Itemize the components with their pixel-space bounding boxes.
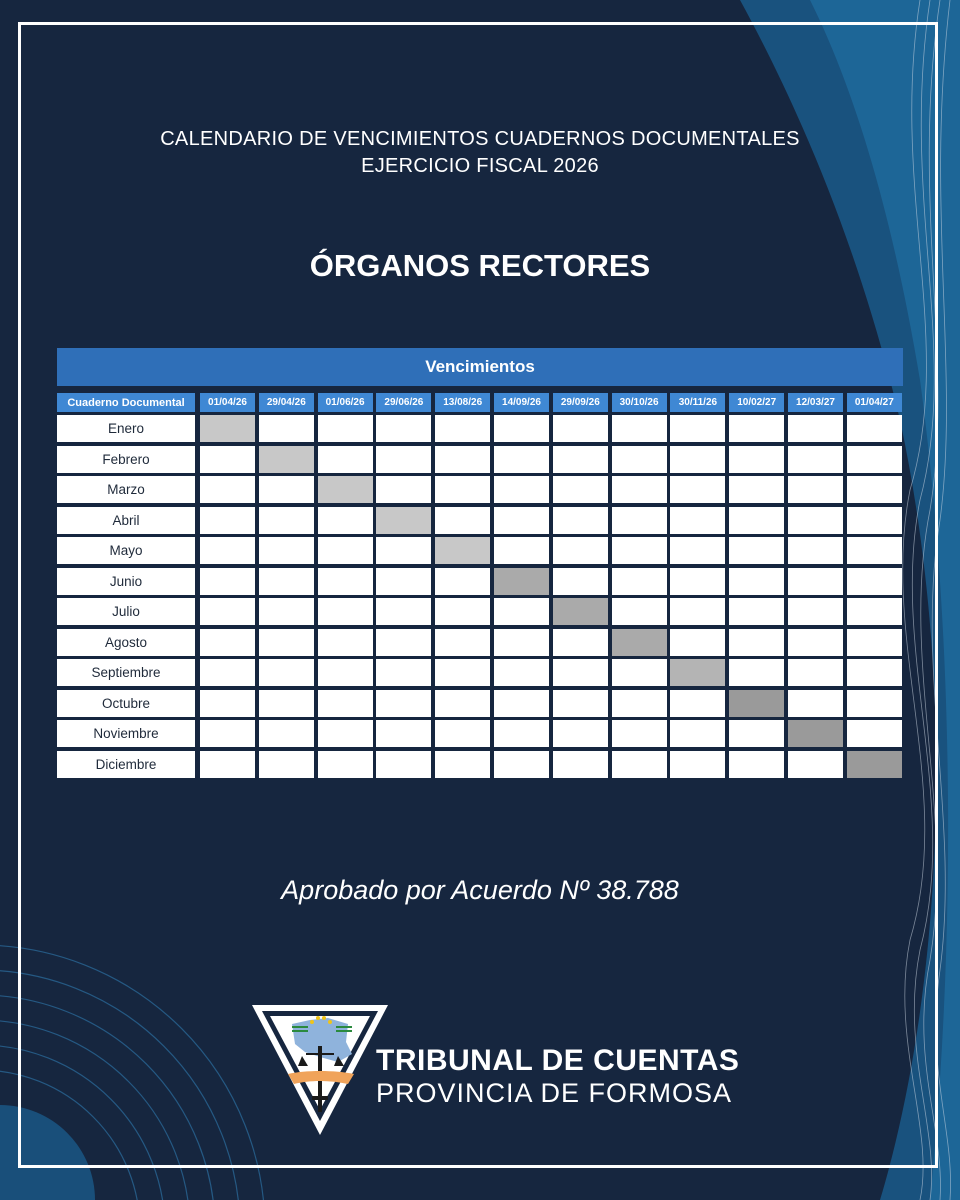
table-cell — [612, 507, 667, 534]
table-cell — [729, 446, 784, 473]
table-cell — [670, 476, 725, 503]
table-cell — [612, 537, 667, 564]
table-cell — [612, 598, 667, 625]
table-cell — [788, 629, 843, 656]
due-date-cell-highlighted — [847, 751, 902, 778]
table-cell — [612, 720, 667, 747]
table-cell — [788, 598, 843, 625]
table-cell — [200, 598, 255, 625]
table-cell — [494, 507, 549, 534]
due-date-cell-highlighted — [612, 629, 667, 656]
table-cell — [670, 415, 725, 442]
date-column-header: 12/03/27 — [788, 393, 843, 412]
date-column-header: 29/04/26 — [259, 393, 314, 412]
table-cell — [553, 446, 608, 473]
table-cell — [788, 446, 843, 473]
month-row-label: Mayo — [57, 537, 195, 564]
table-cell — [612, 690, 667, 717]
column-header-cuaderno: Cuaderno Documental — [57, 393, 195, 412]
table-cell — [435, 720, 490, 747]
month-row-label: Noviembre — [57, 720, 195, 747]
table-cell — [259, 568, 314, 595]
heading-line-2: EJERCICIO FISCAL 2026 — [361, 155, 599, 177]
table-cell — [376, 751, 431, 778]
table-cell — [435, 751, 490, 778]
table-cell — [376, 690, 431, 717]
table-cell — [729, 720, 784, 747]
table-cell — [494, 720, 549, 747]
due-date-cell-highlighted — [729, 690, 784, 717]
due-date-cell-highlighted — [670, 659, 725, 686]
table-cell — [788, 659, 843, 686]
table-cell — [200, 446, 255, 473]
table-cell — [553, 720, 608, 747]
table-cell — [435, 690, 490, 717]
table-cell — [788, 507, 843, 534]
table-cell — [494, 598, 549, 625]
table-cell — [729, 751, 784, 778]
table-cell — [612, 476, 667, 503]
date-column-header: 29/09/26 — [553, 393, 608, 412]
date-column-header: 30/11/26 — [670, 393, 725, 412]
table-cell — [259, 415, 314, 442]
table-cell — [670, 568, 725, 595]
table-cell — [494, 446, 549, 473]
table-cell — [553, 507, 608, 534]
table-cell — [847, 476, 902, 503]
table-cell — [376, 598, 431, 625]
table-cell — [612, 568, 667, 595]
month-row-label: Julio — [57, 598, 195, 625]
table-cell — [435, 415, 490, 442]
table-cell — [553, 568, 608, 595]
table-cell — [259, 690, 314, 717]
table-cell — [670, 720, 725, 747]
table-cell — [200, 629, 255, 656]
table-cell — [788, 690, 843, 717]
table-cell — [788, 751, 843, 778]
due-date-cell-highlighted — [788, 720, 843, 747]
table-cell — [376, 629, 431, 656]
table-cell — [318, 507, 373, 534]
table-cell — [494, 476, 549, 503]
table-cell — [612, 751, 667, 778]
due-date-cell-highlighted — [494, 568, 549, 595]
table-cell — [376, 476, 431, 503]
table-cell — [670, 446, 725, 473]
date-column-header: 13/08/26 — [435, 393, 490, 412]
month-row-label: Abril — [57, 507, 195, 534]
table-cell — [729, 476, 784, 503]
table-cell — [847, 446, 902, 473]
table-cell — [376, 446, 431, 473]
organization-subtitle: PROVINCIA DE FORMOSA — [376, 1078, 733, 1108]
date-column-header: 10/02/27 — [729, 393, 784, 412]
due-date-cell-highlighted — [259, 446, 314, 473]
table-cell — [847, 629, 902, 656]
month-row-label: Agosto — [57, 629, 195, 656]
page-frame — [18, 22, 938, 1168]
due-date-cell-highlighted — [553, 598, 608, 625]
table-cell — [318, 659, 373, 686]
table-cell — [788, 568, 843, 595]
table-cell — [435, 568, 490, 595]
document-heading — [0, 126, 960, 180]
due-date-cell-highlighted — [376, 507, 431, 534]
table-cell — [259, 476, 314, 503]
table-cell — [729, 598, 784, 625]
table-cell — [729, 415, 784, 442]
table-cell — [318, 629, 373, 656]
table-cell — [318, 568, 373, 595]
table-cell — [318, 446, 373, 473]
table-cell — [847, 537, 902, 564]
organization-name: TRIBUNAL DE CUENTAS — [376, 1044, 740, 1077]
table-cell — [847, 507, 902, 534]
table-cell — [788, 415, 843, 442]
month-row-label: Junio — [57, 568, 195, 595]
table-cell — [847, 415, 902, 442]
date-column-header: 01/04/26 — [200, 393, 255, 412]
table-title: Vencimientos — [57, 348, 903, 386]
table-cell — [435, 629, 490, 656]
table-cell — [494, 659, 549, 686]
table-cell — [376, 720, 431, 747]
table-cell — [200, 476, 255, 503]
table-cell — [259, 720, 314, 747]
table-cell — [435, 446, 490, 473]
table-cell — [847, 720, 902, 747]
table-cell — [200, 751, 255, 778]
table-cell — [670, 507, 725, 534]
table-cell — [494, 751, 549, 778]
table-cell — [670, 598, 725, 625]
table-cell — [259, 507, 314, 534]
table-cell — [200, 568, 255, 595]
table-cell — [553, 751, 608, 778]
table-cell — [318, 537, 373, 564]
month-row-label: Diciembre — [57, 751, 195, 778]
tribunal-scales-emblem-icon — [250, 1002, 390, 1138]
table-cell — [729, 568, 784, 595]
heading-line-1: CALENDARIO DE VENCIMIENTOS CUADERNOS DOCUMENTALES — [160, 128, 800, 150]
due-date-cell-highlighted — [200, 415, 255, 442]
table-cell — [612, 659, 667, 686]
table-cell — [612, 446, 667, 473]
table-cell — [670, 537, 725, 564]
month-row-label: Febrero — [57, 446, 195, 473]
table-cell — [318, 751, 373, 778]
table-cell — [200, 537, 255, 564]
date-column-header: 01/06/26 — [318, 393, 373, 412]
table-cell — [553, 629, 608, 656]
section-title: ÓRGANOS RECTORES — [309, 248, 651, 283]
table-cell — [670, 690, 725, 717]
month-row-label: Enero — [57, 415, 195, 442]
table-cell — [200, 507, 255, 534]
table-cell — [435, 598, 490, 625]
table-cell — [847, 568, 902, 595]
table-cell — [553, 659, 608, 686]
date-column-header: 30/10/26 — [612, 393, 667, 412]
table-cell — [612, 415, 667, 442]
table-cell — [318, 720, 373, 747]
due-date-cell-highlighted — [435, 537, 490, 564]
table-cell — [494, 537, 549, 564]
table-cell — [788, 537, 843, 564]
table-cell — [259, 629, 314, 656]
table-cell — [200, 659, 255, 686]
date-column-header: 29/06/26 — [376, 393, 431, 412]
date-column-header: 14/09/26 — [494, 393, 549, 412]
table-cell — [259, 598, 314, 625]
table-cell — [788, 476, 843, 503]
table-cell — [494, 629, 549, 656]
table-cell — [376, 659, 431, 686]
month-row-label: Marzo — [57, 476, 195, 503]
table-cell — [729, 629, 784, 656]
table-cell — [376, 415, 431, 442]
table-cell — [670, 751, 725, 778]
table-cell — [729, 507, 784, 534]
table-cell — [376, 537, 431, 564]
table-cell — [318, 598, 373, 625]
table-cell — [200, 690, 255, 717]
due-date-cell-highlighted — [318, 476, 373, 503]
table-cell — [553, 537, 608, 564]
table-cell — [494, 690, 549, 717]
table-cell — [847, 598, 902, 625]
date-column-header: 01/04/27 — [847, 393, 902, 412]
table-cell — [729, 537, 784, 564]
table-cell — [200, 720, 255, 747]
table-cell — [494, 415, 549, 442]
month-row-label: Octubre — [57, 690, 195, 717]
table-cell — [259, 751, 314, 778]
table-cell — [259, 659, 314, 686]
month-row-label: Septiembre — [57, 659, 195, 686]
table-cell — [553, 476, 608, 503]
table-cell — [435, 476, 490, 503]
table-cell — [729, 659, 784, 686]
table-cell — [435, 659, 490, 686]
table-cell — [259, 537, 314, 564]
table-cell — [670, 629, 725, 656]
table-cell — [553, 690, 608, 717]
table-cell — [847, 690, 902, 717]
table-cell — [847, 659, 902, 686]
approval-note: Aprobado por Acuerdo Nº 38.788 — [281, 875, 679, 905]
table-cell — [435, 507, 490, 534]
table-cell — [318, 415, 373, 442]
table-cell — [318, 690, 373, 717]
table-cell — [376, 568, 431, 595]
table-cell — [553, 415, 608, 442]
